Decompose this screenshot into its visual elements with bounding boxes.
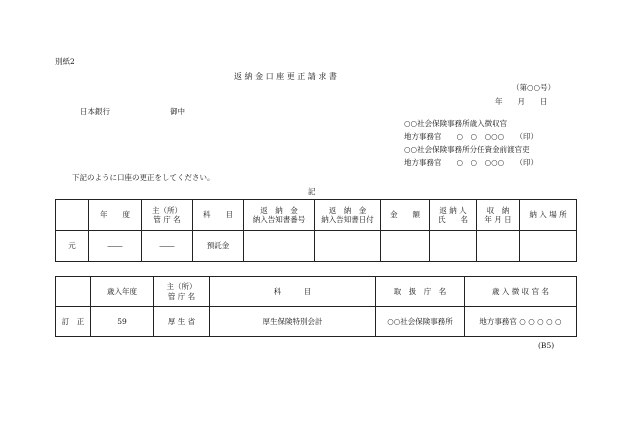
cell-agency: ―― [142, 231, 193, 262]
cell-handling-office: ○○社会保険事務所 [376, 307, 465, 337]
header-year: 年 度 [89, 200, 142, 231]
header-collector: 歳 入 徴 収 官 名 [465, 277, 577, 307]
corner-cell [56, 200, 89, 231]
paper-size-label: (B5) [538, 341, 555, 350]
header-item: 科 目 [210, 277, 376, 307]
attachment-label: 別紙2 [55, 57, 75, 66]
header-receipt-date: 収 納 年 月 日 [477, 200, 520, 231]
cell-item: 厚生保険特別会計 [210, 307, 376, 337]
cell-place [520, 231, 577, 262]
document-title: 返 納 金 口 座 更 正 請 求 書 [234, 72, 337, 81]
header-amount: 金 額 [381, 200, 430, 231]
header-place: 納 入 場 所 [520, 200, 577, 231]
cell-item: 預託金 [193, 231, 244, 262]
cell-notice-date [315, 231, 381, 262]
cell-fiscal-year: 59 [91, 307, 154, 337]
header-item: 科 目 [193, 200, 244, 231]
table-row [56, 231, 577, 262]
cell-amount [381, 231, 430, 262]
row-label-correction: 訂 正 [56, 307, 91, 337]
ki-label: 記 [308, 187, 316, 196]
sender-line-2: 地方事務官 ○ ○ ○○○ （印） [404, 132, 538, 141]
recipient-honorific: 御中 [170, 107, 185, 116]
header-fiscal-year: 歳入年度 [91, 277, 154, 307]
cell-agency: 厚 生 省 [154, 307, 210, 337]
header-payer: 返 納 人 氏 名 [430, 200, 477, 231]
sender-line-4: 地方事務官 ○ ○ ○○○ （印） [404, 158, 538, 167]
header-agency: 主（所） 管 庁 名 [154, 277, 210, 307]
body-text: 下記のように口座の更正をしてください。 [72, 173, 215, 182]
table-row [56, 307, 577, 337]
row-label-original: 元 [56, 231, 89, 262]
header-handling-office: 取 扱 庁 名 [376, 277, 465, 307]
recipient-name: 日本銀行 [80, 107, 110, 116]
cell-notice-number [244, 231, 315, 262]
cell-collector: 地方事務官 ○ ○ ○ ○ ○ [465, 307, 577, 337]
document-number: （第○○号） [512, 83, 556, 92]
cell-payer [430, 231, 477, 262]
corner-cell [56, 277, 91, 307]
correction-table [55, 276, 577, 337]
header-agency: 主（所） 管 庁 名 [142, 200, 193, 231]
sender-line-3: ○○社会保険事務所分任資金前渡官吏 [404, 145, 530, 154]
sender-line-1: ○○社会保険事務所歳入徴収官 [404, 119, 508, 128]
header-notice-date: 返 納 金 納入告知書日付 [315, 200, 381, 231]
cell-year: ―― [89, 231, 142, 262]
original-account-table [55, 199, 577, 262]
document-date: 年 月 日 [495, 97, 548, 106]
header-notice-number: 返 納 金 納入告知書番号 [244, 200, 315, 231]
cell-receipt-date [477, 231, 520, 262]
